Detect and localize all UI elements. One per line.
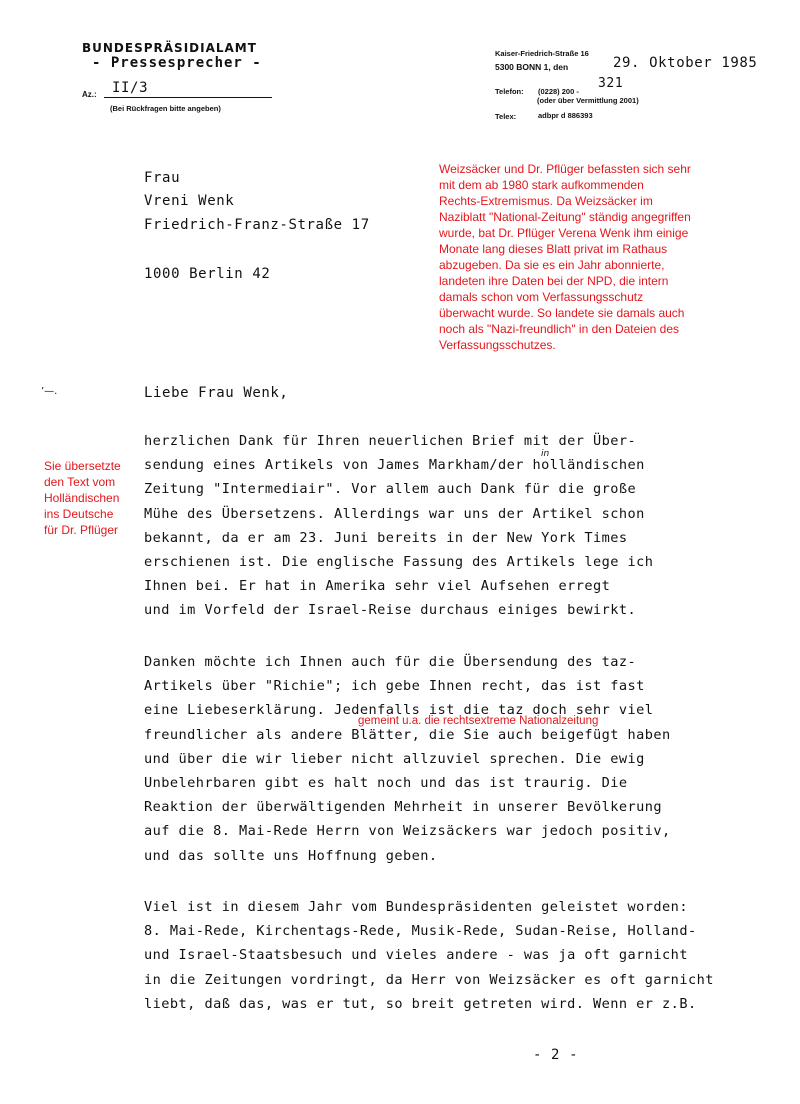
annotation-line: Naziblatt "National-Zeitung" ständig angegriffen <box>439 210 691 224</box>
annotation-line: Rechts-Extremismus. Da Weizsäcker im <box>439 194 653 208</box>
paragraph <box>144 650 671 868</box>
text-line: bekannt, da er am 23. Juni bereits in der New York Times <box>144 529 628 546</box>
text-line: Unbelehrbaren gibt es halt noch und das ist traurig. Die <box>144 775 628 792</box>
annotation-line: Monate lang dieses Blatt privat im Rathaus <box>439 242 668 256</box>
text-line: und das sollte uns Hoffnung geben. <box>144 847 438 864</box>
address-city: 5300 BONN 1, den <box>495 62 569 72</box>
annotation-line: Holländischen <box>44 491 120 505</box>
text-line: liebt, daß das, was er tut, so breit getreten wird. Wenn er z.B. <box>144 995 697 1012</box>
letter-date: 29. Oktober 1985 <box>613 55 758 71</box>
text-line: 8. Mai-Rede, Kirchentags-Rede, Musik-Rede, Sudan-Reise, Holland- <box>144 923 697 940</box>
annotation-line: Verfassungsschutzes. <box>439 338 556 352</box>
telex-value: adbpr d 886393 <box>538 111 593 120</box>
annotation-line: wurde, bat Dr. Pflüger Verena Wenk ihm einige <box>439 226 689 240</box>
annotation-left-margin <box>44 458 121 538</box>
text-line: Ihnen bei. Er hat in Amerika sehr viel Aufsehen erregt <box>144 578 611 595</box>
annotation-line: noch als "Nazi-freundlich" in den Dateien des <box>439 322 679 336</box>
az-underline <box>104 97 272 98</box>
annotation-line: für Dr. Pflüger <box>44 523 119 537</box>
recipient-line: Friedrich-Franz-Straße 17 <box>144 217 370 233</box>
office-name: BUNDESPRÄSIDIALAMT <box>82 41 257 55</box>
phone-note: (oder über Vermittlung 2001) <box>537 96 639 105</box>
annotation-line: mit dem ab 1980 stark aufkommenden <box>439 178 644 192</box>
az-label: Az.: <box>82 90 97 99</box>
text-line: Reaktion der überwältigenden Mehrheit in unserer Bevölkerung <box>144 799 663 816</box>
text-line: Zeitung "Intermediair". Vor allem auch Dank für die große <box>144 481 637 498</box>
text-line: Danken möchte ich Ihnen auch für die Übersendung des taz- <box>144 654 637 670</box>
az-value: II/3 <box>112 80 149 96</box>
text-line: eine Liebeserklärung. Jedenfalls ist die taz doch sehr viel <box>144 702 654 719</box>
text-line: sendung eines Artikels von James Markham/der holländischen <box>144 457 645 474</box>
recipient-line: Vreni Wenk <box>144 193 235 209</box>
annotation-line: Sie übersetzte <box>44 459 121 473</box>
text-line: und Israel-Staatsbesuch und vieles andere - was ja oft garnicht <box>144 947 688 964</box>
text-line: und im Vorfeld der Israel-Reise durchaus einiges bewirkt. <box>144 602 637 619</box>
text-line: Viel ist in diesem Jahr vom Bundespräsidenten geleistet worden: <box>144 899 688 915</box>
salutation: Liebe Frau Wenk, <box>144 385 289 401</box>
address-street: Kaiser-Friedrich-Straße 16 <box>495 49 589 58</box>
telex-label: Telex: <box>495 112 517 121</box>
annotation-line: den Text vom <box>44 475 116 489</box>
text-line: Artikels über "Richie"; ich gebe Ihnen recht, das ist fast <box>144 678 645 695</box>
phone-extension: 321 <box>598 76 624 91</box>
reply-note: (Bei Rückfragen bitte angeben) <box>110 104 221 113</box>
phone-value: (0228) 200 - <box>538 87 579 96</box>
text-line: Mühe des Übersetzens. Allerdings war uns der Artikel schon <box>144 505 645 522</box>
text-line: freundlicher als andere Blätter, die Sie auch beigefügt haben <box>144 726 671 743</box>
paragraph <box>144 429 653 623</box>
department-name: - Pressesprecher - <box>92 55 262 71</box>
text-line: und über die wir lieber nicht allzuviel sprechen. Die ewig <box>144 750 645 767</box>
paragraph <box>144 895 714 1016</box>
annotation-line: Weizsäcker und Dr. Pflüger befassten sich sehr <box>439 162 691 176</box>
annotation-line: überwacht wurde. So landete sie damals auch <box>439 306 685 320</box>
text-line: auf die 8. Mai-Rede Herrn von Weizsäckers war jedoch positiv, <box>144 823 671 840</box>
annotation-inline: gemeint u.a. die rechtsextreme Nationalzeitung <box>358 715 599 727</box>
annotation-line: damals schon vom Verfassungsschutz <box>439 290 644 304</box>
annotation-top-right <box>439 161 691 353</box>
annotation-line: abzugeben. Da sie es ein Jahr abonnierte, <box>439 258 665 272</box>
annotation-line: ins Deutsche <box>44 507 114 521</box>
annotation-line: landeten ihre Daten bei der NPD, die intern <box>439 274 669 288</box>
text-line: in die Zeitungen vordringt, da Herr von Weizsäcker es oft garnicht <box>144 971 714 988</box>
scan-mark: ’—. <box>41 386 58 397</box>
recipient-line: 1000 Berlin 42 <box>144 266 271 282</box>
page-number: - 2 - <box>533 1047 579 1063</box>
insert-mark: in <box>541 449 550 459</box>
text-line: erschienen ist. Die englische Fassung des Artikels lege ich <box>144 554 654 571</box>
text-line: herzlichen Dank für Ihren neuerlichen Brief mit der Über- <box>144 433 637 449</box>
phone-label: Telefon: <box>495 87 524 96</box>
recipient-line: Frau <box>144 170 181 186</box>
